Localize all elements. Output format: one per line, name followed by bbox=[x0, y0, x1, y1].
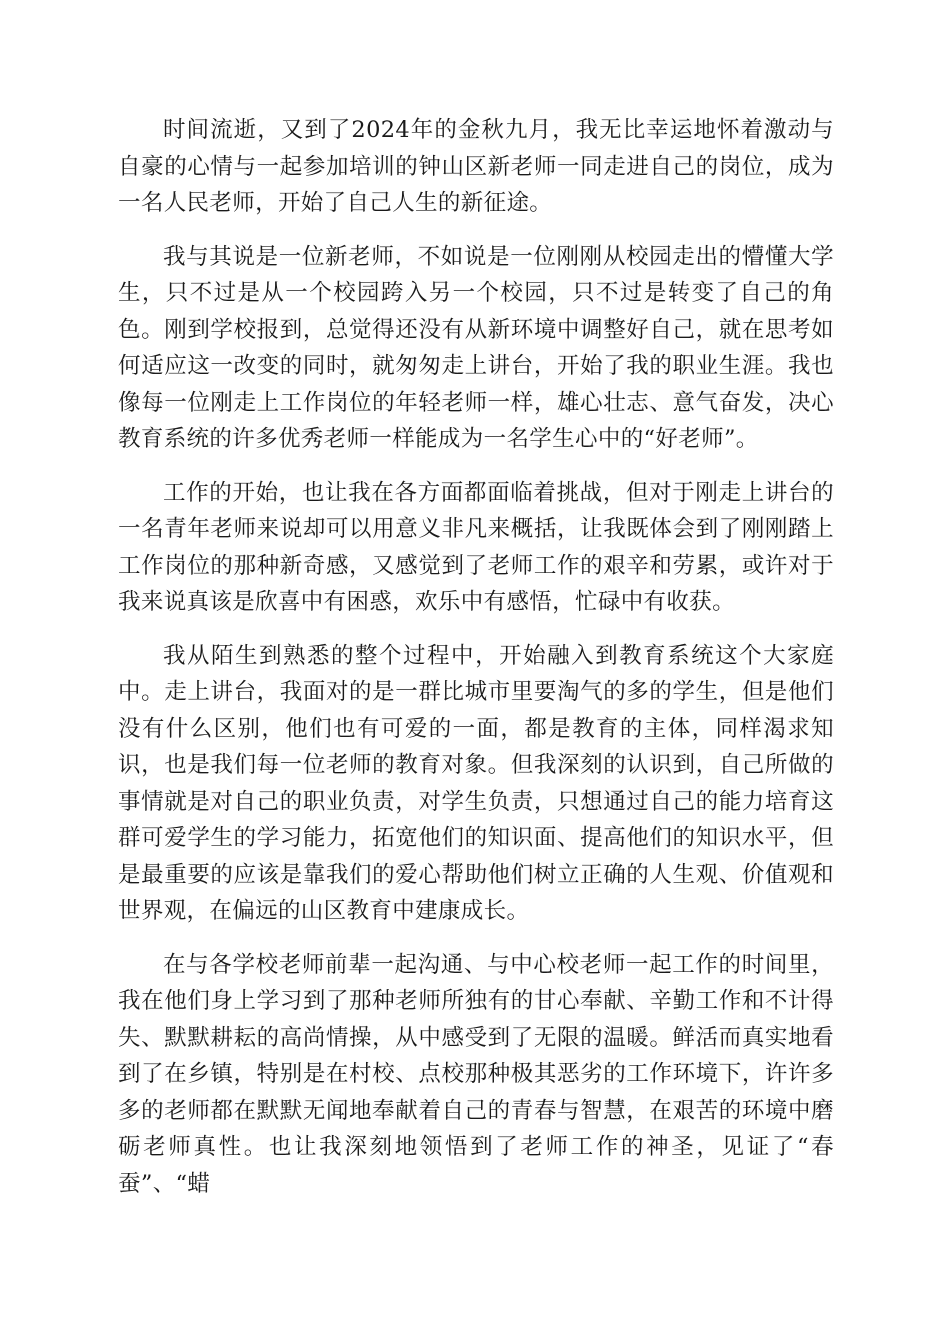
paragraph-2: 我与其说是一位新老师，不如说是一位刚刚从校园走出的懵懂大学生，只不过是从一个校园跨入另一个校园，只不过是转变了自己的角色。刚到学校报到，总觉得还没有从新环境中调整好自己，就在思考如何适应这一改变的同时，就匆匆走上讲台，开始了我的职业生涯。我也像每一位刚走上工作岗位的年轻老师一样，雄心壮志、意气奋发，决心教育系统的许多优秀老师一样能成为一名学生心中的“好老师”。 bbox=[118, 243, 834, 452]
paragraph-3: 工作的开始，也让我在各方面都面临着挑战，但对于刚走上讲台的一名青年老师来说却可以用意义非凡来概括，让我既体会到了刚刚踏上工作岗位的那种新奇感，又感觉到了老师工作的艰辛和劳累，或许对于我来说真该是欣喜中有困惑，欢乐中有感悟，忙碌中有收获。 bbox=[118, 479, 834, 615]
paragraph-5: 在与各学校老师前辈一起沟通、与中心校老师一起工作的时间里，我在他们身上学习到了那种老师所独有的甘心奉献、辛勤工作和不计得失、默默耕耘的高尚情操，从中感受到了无限的温暖。鲜活而真实地看到了在乡镇，特别是在村校、点校那种极其恶劣的工作环境下，许许多多的老师都在默默无闻地奉献着自己的青春与智慧，在艰苦的环境中磨砺老师真性。也让我深刻地领悟到了老师工作的神圣，见证了“春蚕”、“蜡 bbox=[118, 951, 834, 1197]
paragraph-1: 时间流逝，又到了2024年的金秋九月，我无比幸运地怀着激动与自豪的心情与一起参加培训的钟山区新老师一同走进自己的岗位，成为一名人民老师，开始了自己人生的新征途。 bbox=[118, 117, 834, 216]
document-body bbox=[118, 112, 834, 1219]
paragraph-4: 我从陌生到熟悉的整个过程中，开始融入到教育系统这个大家庭中。走上讲台，我面对的是一群比城市里要淘气的多的学生，但是他们没有什么区别，他们也有可爱的一面，都是教育的主体，同样渴求知识，也是我们每一位老师的教育对象。但我深刻的认识到，自己所做的事情就是对自己的职业负责，对学生负责，只想通过自己的能力培育这群可爱学生的学习能力，拓宽他们的知识面、提高他们的知识水平，但是最重要的应该是靠我们的爱心帮助他们树立正确的人生观、价值观和世界观，在偏远的山区教育中建康成长。 bbox=[118, 642, 834, 924]
